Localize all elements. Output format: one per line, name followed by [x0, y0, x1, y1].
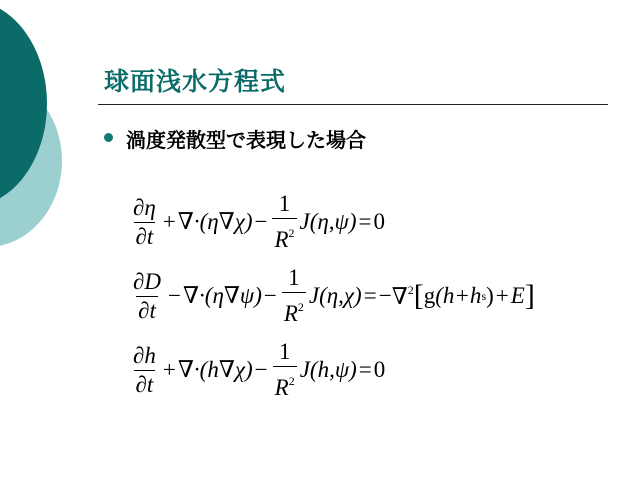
coefficient-fraction — [273, 338, 297, 402]
energy-symbol: E — [510, 283, 525, 308]
exponent: 2 — [288, 226, 295, 240]
equation-divergence — [128, 264, 535, 328]
rhs-minus: − — [378, 283, 392, 308]
equals-sign: = — [358, 357, 372, 382]
derivative-numerator: ∂D — [133, 268, 161, 294]
equation-height — [128, 338, 385, 402]
radius-symbol: R — [283, 301, 298, 326]
title-divider — [98, 104, 608, 105]
coefficient-fraction — [282, 264, 306, 328]
coefficient-denominator — [282, 292, 306, 328]
laplacian-symbol — [392, 283, 414, 310]
jacobian-term: J(η,χ) — [308, 283, 362, 308]
coefficient-numerator: 1 — [278, 339, 291, 364]
operator: − — [254, 357, 268, 382]
coefficient-numerator: 1 — [278, 191, 291, 216]
exponent: 2 — [288, 374, 295, 388]
right-hand-side: 0 — [373, 209, 385, 234]
divergence-term: ∇·(h∇χ) — [177, 357, 253, 382]
jacobian-term: J(h,ψ) — [299, 357, 357, 382]
time-derivative — [131, 342, 158, 399]
close-bracket: ] — [524, 279, 535, 312]
equals-sign: = — [363, 283, 377, 308]
time-derivative — [131, 194, 158, 251]
coefficient-denominator — [272, 218, 296, 254]
nabla: ∇ — [391, 283, 408, 309]
derivative-denominator: ∂t — [135, 371, 154, 397]
coefficient-fraction — [272, 190, 296, 254]
bullet-text: 渦度発散型で表現した場合 — [126, 128, 366, 152]
operator: + — [162, 209, 176, 234]
open-bracket: [ — [413, 279, 424, 312]
slide-title: 球面浅水方程式 — [104, 67, 287, 96]
right-hand-side: 0 — [373, 357, 386, 382]
exponent: 2 — [407, 282, 414, 297]
derivative-numerator: ∂η — [133, 194, 156, 220]
equals-sign: = — [358, 209, 372, 234]
divergence-term: ∇·(η∇ψ) — [182, 283, 262, 308]
bullet-icon — [104, 133, 113, 142]
derivative-denominator: ∂t — [138, 297, 156, 323]
divergence-term: ∇·(η∇χ) — [177, 209, 253, 234]
operator: − — [167, 283, 181, 308]
height-sum: (h+h — [435, 283, 482, 308]
derivative-denominator: ∂t — [135, 223, 154, 249]
coefficient-numerator: 1 — [288, 265, 300, 290]
derivative-numerator: ∂h — [133, 342, 156, 368]
close-paren: ) — [486, 283, 494, 308]
gravity-symbol: g — [423, 283, 436, 308]
time-derivative — [131, 268, 163, 325]
operator: − — [254, 209, 268, 234]
operator: + — [495, 283, 509, 308]
radius-symbol: R — [274, 375, 289, 400]
radius-symbol: R — [274, 227, 289, 252]
operator: − — [263, 283, 277, 308]
exponent: 2 — [297, 300, 304, 314]
jacobian-term: J(η,ψ) — [299, 209, 357, 234]
coefficient-denominator — [273, 366, 297, 402]
operator: + — [162, 357, 176, 382]
equation-eta — [128, 190, 385, 254]
surface-subscript: s — [481, 288, 487, 303]
